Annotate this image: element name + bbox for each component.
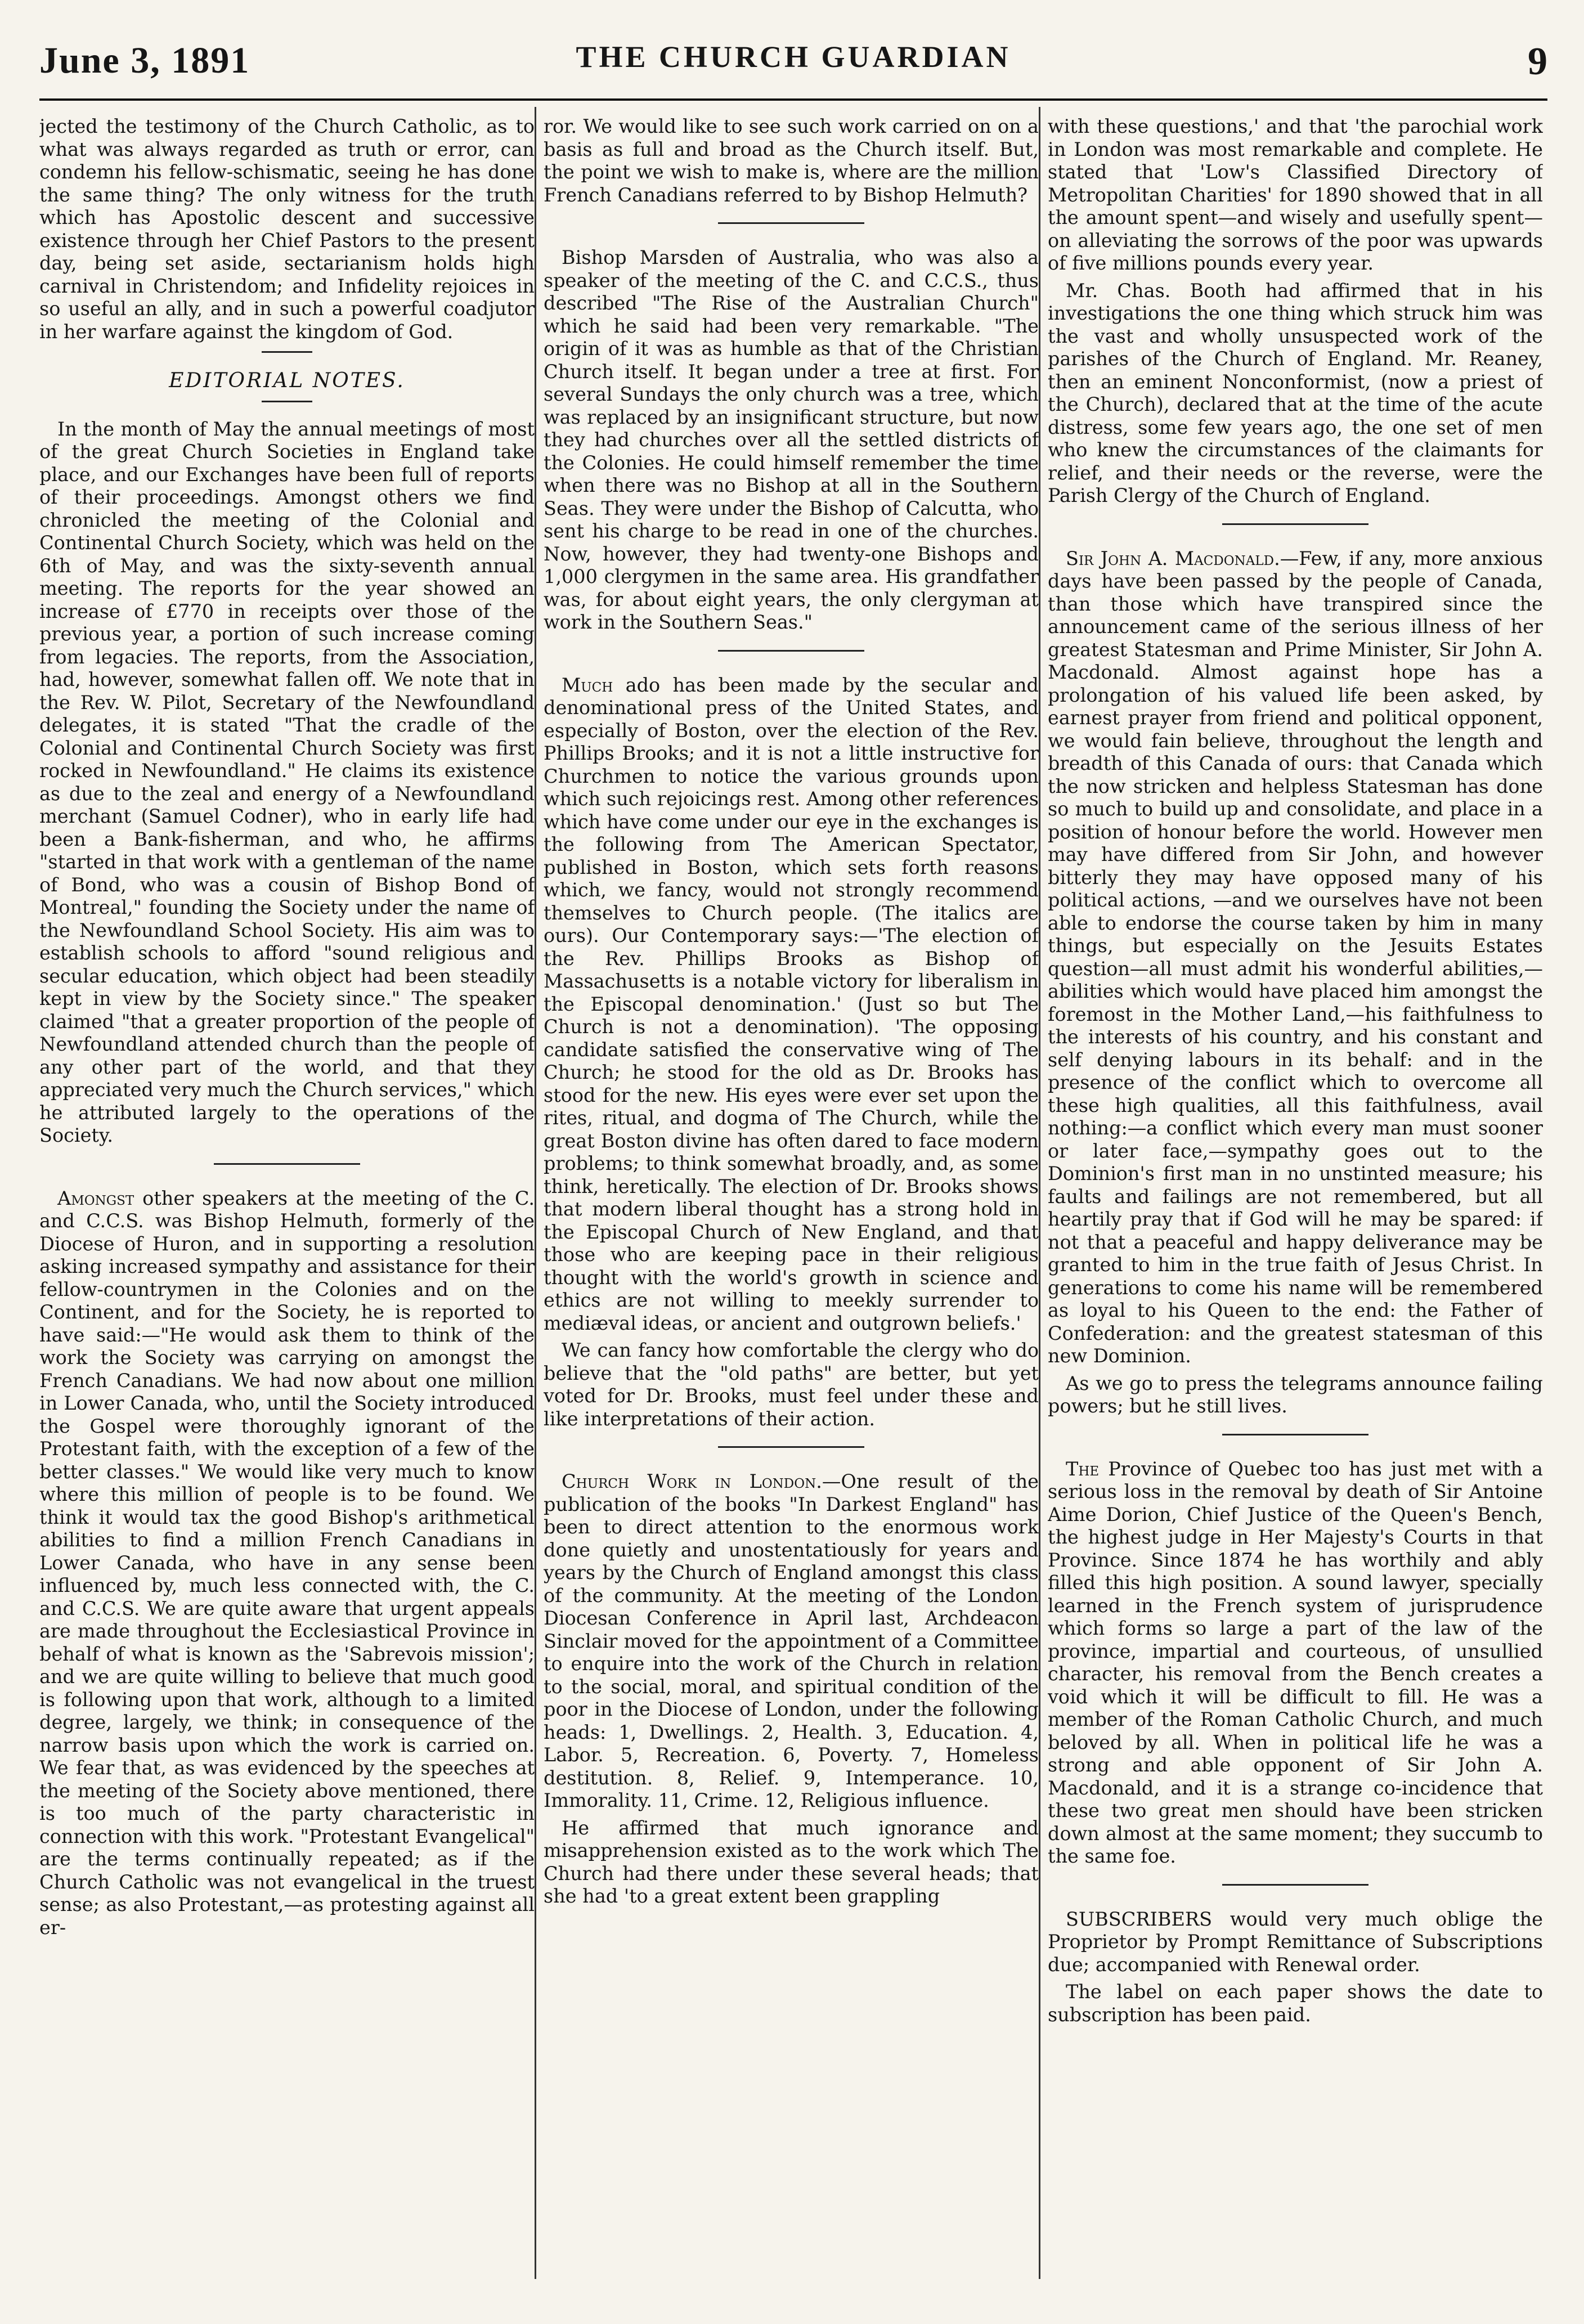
section-divider [214, 1163, 360, 1165]
paragraph-continuation: with these questions,' and that 'the parochial work in London was most remarkable and complete. He stated that 'Low's Classified Directory of Metropolitan Charities' for 1890 showed that in all the amount spent—and wisely and usefully spent—on alleviating the sorrows of the poor was upwards of five millions pounds every year. [1048, 115, 1543, 274]
paragraph-lead: The [1066, 1457, 1100, 1480]
page-header [39, 17, 1547, 107]
column-1 [39, 115, 535, 2299]
paragraph-lead: Much [562, 674, 613, 696]
paragraph-clergy: We can fancy how comfortable the clergy who do believe that the "old paths" are better, but yet voted for Dr. Brooks, must feel under these and like interpretations of their action. [544, 1339, 1039, 1430]
paragraph-lead: Church Work in London. [562, 1470, 822, 1492]
paragraph-misapprehension: He affirmed that much ignorance and misapprehension existed as to the work which The Church had there under these several heads; that she had 'to a great extent been grappling [544, 1816, 1039, 1907]
section-divider [718, 222, 864, 224]
page-number: 9 [1528, 40, 1547, 83]
section-divider [718, 1446, 864, 1448]
paragraph-macdonald [1048, 548, 1543, 1368]
paragraph-lead: Sir John A. Macdonald. [1066, 547, 1280, 569]
section-divider [1222, 1434, 1368, 1435]
column-3 [1048, 115, 1543, 2299]
paragraph-text: Province of Quebec too has just met with a serious loss in the removal by death of Sir Antoine Aime Dorion, Chief Justice of the Queen's Bench, the highest judge in Her Majesty's Courts in that Province. Since 1874 he has worthily and ably filled this high position. A sound lawyer, specially learned in the French system of jurisprudence which forms so large a part of the law of the province, impartial and courteous, of unsullied character, his removal from the Bench creates a void which it will be difficult to fill. He was a member of the Roman Catholic Church, and much beloved by all. When in political life he was a strong and able opponent of Sir John A. Macdonald, and it is a strange co-incidence that these two great men should have been stricken down almost at the same moment; they succumb to the same foe. [1048, 1457, 1543, 1867]
column-divider-1 [535, 107, 536, 2279]
subscribers-notice: SUBSCRIBERS would very much oblige the Proprietor by Prompt Remittance of Subscriptions due; accompanied with Renewal order. [1048, 1908, 1543, 1976]
paragraph-booth: Mr. Chas. Booth had affirmed that in his investigations the one thing which struck him was the vast and wholly unsuspected work of the parishes of the Church of England. Mr. Reaney, then an eminent Nonconformist, (now a priest of the Church), declared that at the time of the acute distress, some few years ago, the one set of men who knew the circumstances of the claimants for relief, and their needs or the reverse, were the Parish Clergy of the Church of England. [1048, 279, 1543, 506]
label-notice: The label on each paper shows the date to subscription has been paid. [1048, 1981, 1543, 2026]
article-continuation: jected the testimony of the Church Catholic, as to what was always regarded as truth or error, can condemn his fellow-schismatic, seeing he has done the same thing? The only witness for the truth which has Apostolic descent and successive existence through her Chief Pastors to the present day, being set aside, sectarianism holds high carnival in Christendom; and Infidelity rejoices in so useful an ally, and in such a powerful coadjutor in her warfare against the kingdom of God. [39, 115, 535, 343]
paragraph-australia: Bishop Marsden of Australia, who was also a speaker of the meeting of the C. and C.C.S., thus described "The Rise of the Australian Church" which he said had been very remarkable. "The origin of it was as humble as that of the Christian Church itself. It began under a tree at first. For several Sundays the only church was a tree, which was replaced by an insignificant structure, but now they had churches over all the settled districts of the Colonies. He could himself remember the time when there was no Bishop at all in the Southern Seas. They were under the Bishop of Calcutta, who sent his charge to be read in one of the churches. Now, however, they had twenty-one Bishops and 1,000 clergymen in the same area. His grandfather was, for about eight years, the only clergyman at work in the Southern Seas." [544, 246, 1039, 633]
paragraph-text: —One result of the publication of the books "In Darkest England" has been to direct attention to the enormous work done quietly and unostentatiously for years and years by the Church of England amongst this class of the community. At the meeting of the London Diocesan Conference in April last, Archdeacon Sinclair moved for the appointment of a Committee to enquire into the work of the Church in relation to the social, moral, and spiritual condition of the poor in the Diocese of London, under the following heads: 1, Dwellings. 2, Health. 3, Education. 4, Labor. 5, Recreation. 6, Poverty. 7, Homeless destitution. 8, Relief. 9, Intemperance. 10, Immorality. 11, Crime. 12, Religious influence. [544, 1470, 1039, 1811]
paragraph-text: other speakers at the meeting of the C. and C.C.S. was Bishop Helmuth, formerly of the Diocese of Huron, and in supporting a resolution asking increased sympathy and assistance for their fellow-countrymen in the Colonies and on the Continent, and for the Society, he is reported to have said:—"He would ask them to think of the work the Society was carrying on amongst the French Canadians. We had now about one million in Lower Canada, who, until the Society introduced the Gospel were thoroughly ignorant of the Protestant faith, with the exception of a few of the better classes." We would like very much to know where this million of people is to be found. We think it would tax the good Bishop's arithmetical abilities to find a million French Canadians in Lower Canada, who have in any sense been influenced by, much less connected with, the C. and C.C.S. We are quite aware that urgent appeals are made throughout the Ecclesiastical Province in behalf of what is known as the 'Sabrevois mission'; and we are quite willing to believe that much good is following upon that work, although to a limited degree, largely, we think; in consequence of the narrow basis upon which the work is carried on. We fear that, as was evidenced by the speeches at the meeting of the Society above mentioned, there is too much of the party characteristic in connection with this work. "Protestant Evangelical" are the terms continually repeated; as if the Church Catholic was not evangelical in the truest sense; as also Protestant,—as protesting against all er- [39, 1187, 535, 1939]
issue-date: June 3, 1891 [39, 40, 250, 81]
paragraph-text: —Few, if any, more anxious days have been passed by the people of Canada, than those which have transpired since the announcement came of the serious illness of her greatest Statesman and Prime Minister, Sir John A. Macdonald. Almost against hope has a prolongation of his valued life been asked, by earnest prayer from friend and political opponent, we would fain believe, throughout the length and breadth of this Canada of ours: that Canada which the now stricken and helpless Statesman has done so much to build up and consolidate, and place in a position of honour before the world. However men may have differed from Sir John, and however bitterly they may have opposed many of his political actions, —and we ourselves have not been able to endorse the course taken by him in many things, but especially on the Jesuits Estates question—all must admit his wonderful abilities,—abilities which would have placed him amongst the foremost in the Mother Land,—his faithfulness to the interests of his country, and his constant and self denying labours in its behalf: and in the presence of the conflict which to overcome all these high qualities, all this faithfulness, avail nothing:—a conflict which every man must sooner or later face,—sympathy goes out to the Dominion's first man in no unstinted measure; his faults and failings are not remembered, but all heartily pray that if God will he may be spared: if not that a peaceful and happy deliverance may be granted to him in the true faith of Jesus Christ. In generations to come his name will be remembered as loyal to his Queen to the end: the Father of Confederation: and the greatest statesman of this new Dominion. [1048, 547, 1543, 1367]
paragraph-lead: Amongst [57, 1187, 134, 1209]
section-divider [262, 351, 312, 353]
newspaper-title: THE CHURCH GUARDIAN [576, 40, 1011, 74]
paragraph-colonial-society: In the month of May the annual meetings of most of the great Church Societies in England take place, and our Exchanges have been full of reports of their proceedings. Amongst others we find chronicled the meeting of the Colonial and Continental Church Society, which was held on the 6th of May, and was the sixty-seventh annual meeting. The reports for the year showed an increase of £770 in receipts over those of the previous year, a portion of such increase coming from legacies. The reports, from the Association, had, however, somewhat fallen off. We note that in the Rev. W. Pilot, Secretary of the Newfoundland delegates, it is stated "That the cradle of the Colonial and Continental Church Society was first rocked in Newfoundland." He claims its existence as due to the zeal and energy of a Newfoundland merchant (Samuel Codner), who in early life had been a Bank-fisherman, and who, he affirms "started in that work with a gentleman of the name of Bond, who was a cousin of Bishop Bond of Montreal," founding the Society under the name of the Newfoundland School Society. His aim was to establish schools to afford "sound religious and secular education, which object had been steadily kept in view by the Society since." The speaker claimed "that a greater proportion of the people of Newfoundland attended church than the people of any other part of the world, and that they appreciated very much the Church services," which he attributed largely to the operations of the Society. [39, 418, 535, 1146]
section-divider [718, 650, 864, 652]
paragraph-phillips-brooks [544, 674, 1039, 1335]
header-rule [39, 98, 1547, 101]
paragraph-church-work-london [544, 1470, 1039, 1812]
section-divider [1222, 523, 1368, 525]
heading-rule [262, 401, 312, 402]
column-2 [544, 115, 1039, 2299]
section-heading: EDITORIAL NOTES. [169, 369, 405, 392]
paragraph-continuation: ror. We would like to see such work carried on on a basis as full and broad as the Church itself. But, the point we wish to make is, where are the million French Canadians referred to by Bishop Helmuth? [544, 115, 1039, 206]
paragraph-press-note: As we go to press the telegrams announce failing powers; but he still lives. [1048, 1372, 1543, 1417]
paragraph-text: ado has been made by the secular and denominational press of the United States, and especially of Boston, over the election of the Rev. Phillips Brooks; and it is not a little instructive for Churchmen to notice the various grounds upon which such rejoicings rest. Among other references which have come under our eye in the exchanges is the following from The American Spectator, published in Boston, which sets forth reasons which, we fancy, would not strongly recommend themselves to Church people. (The italics are ours). Our Contemporary says:—'The election of the Rev. Phillips Brooks as Bishop of Massachusetts is a notable victory for liberalism in the Episcopal denomination.' (Just so but The Church is not a denomination). 'The opposing candidate satisfied the conservative wing of The Church; he stood for the old as Dr. Brooks has stood for the new. His eyes were ever set upon the rites, ritual, and dogma of The Church, while the great Boston divine has often dared to face modern problems; to think somewhat broadly, and, as some think, heretically. The election of Dr. Brooks shows that modern liberal thought has a strong hold in the Episcopal Church of New England, and that those who are keeping pace in their religious thought with the world's growth in science and ethics are not willing to meekly surrender to mediæval ideas, or ancient and outgrown beliefs.' [544, 674, 1039, 1334]
column-divider-2 [1039, 107, 1040, 2279]
section-divider [1222, 1884, 1368, 1886]
paragraph-dorion [1048, 1458, 1543, 1868]
paragraph-bishop-helmuth [39, 1187, 535, 1940]
